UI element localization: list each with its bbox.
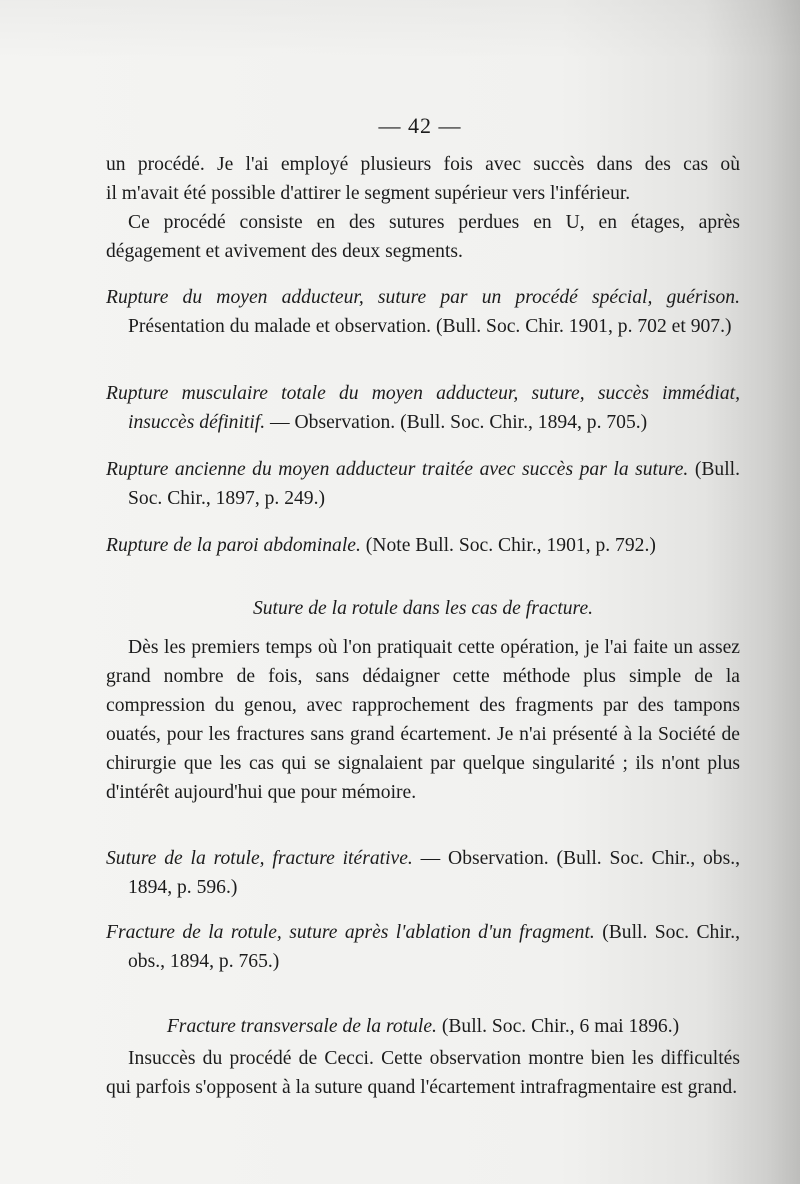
page-number: — 42 — <box>378 113 462 138</box>
cecci-text: Insuccès du procédé de Cecci. Cette observation montre bien les difficultés qui parfois s'opposent à la suture quand l'écartement intrafragmentaire est grand. <box>106 1048 740 1098</box>
reference-entry-1 <box>106 283 740 341</box>
reference-title: Fracture de la rotule, suture après l'ablation d'un fragment. <box>106 922 595 943</box>
reference-entry-7 <box>106 1012 740 1041</box>
reference-title: Fracture transversale de la rotule. <box>166 1016 437 1037</box>
reference-entry-5 <box>106 844 740 902</box>
reference-entry-6 <box>106 918 740 976</box>
reference-title: Rupture de la paroi abdominale. <box>106 535 361 556</box>
para1-line1: un procédé. Je l'ai employé plusieurs fois avec succès dans des cas où <box>106 154 740 175</box>
section-heading: Suture de la rotule dans les cas de fracture. <box>252 598 594 619</box>
reference-title: Rupture musculaire totale du moyen adducteur, suture, succès immédiat, insuccès définitif. <box>106 383 740 433</box>
page-shadow <box>0 0 800 60</box>
patella-paragraph <box>106 633 740 807</box>
reference-title: Suture de la rotule, fracture itérative. <box>106 848 413 869</box>
reference-citation: (Bull. Soc. Chir., obs., 1894, p. 765.) <box>128 922 741 972</box>
patella-text: Dès les premiers temps où l'on pratiquait cette opération, je l'ai faite un assez grand nombre de fois, sans dédaigner cette méthode plus simple de la compression du genou, avec rapprochement des fragments par des tampons ouatés, pour les fractures sans grand écartement. Je n'ai présenté à la Société de chirurgie que les cas qui se signalaient par quelque singularité ; ils n'ont plus d'intérêt aujourd'hui que pour mémoire. <box>106 637 740 803</box>
reference-entry-4 <box>106 531 740 560</box>
reference-citation: (Note Bull. Soc. Chir., 1901, p. 792.) <box>360 535 656 556</box>
reference-entry-3 <box>106 455 740 513</box>
reference-citation: (Bull. Soc. Chir., 1897, p. 249.) <box>128 459 740 509</box>
reference-title: Rupture du moyen adducteur, suture par un procédé spécial, guérison. <box>106 287 740 308</box>
reference-citation: — Observation. (Bull. Soc. Chir., obs., 1894, p. 596.) <box>128 848 741 898</box>
opening-paragraph <box>106 150 740 208</box>
procedure-paragraph <box>106 208 740 266</box>
cecci-paragraph <box>106 1044 740 1102</box>
reference-citation: (Bull. Soc. Chir., 6 mai 1896.) <box>436 1016 680 1037</box>
para2-line2: dégagement et avivement des deux segments. <box>106 241 463 262</box>
reference-citation: — Observation. (Bull. Soc. Chir., 1894, p. 705.) <box>265 412 648 433</box>
reference-citation: Présentation du malade et observation. (Bull. Soc. Chir. 1901, p. 702 et 907.) <box>128 316 732 337</box>
section-heading-block <box>106 594 740 623</box>
reference-title: Rupture ancienne du moyen adducteur traitée avec succès par la suture. <box>106 459 689 480</box>
reference-entry-2 <box>106 379 740 437</box>
para2-line1: Ce procédé consiste en des sutures perdues en U, en étages, après <box>128 212 740 233</box>
para1-line2: il m'avait été possible d'attirer le segment supérieur vers l'inférieur. <box>106 183 631 204</box>
